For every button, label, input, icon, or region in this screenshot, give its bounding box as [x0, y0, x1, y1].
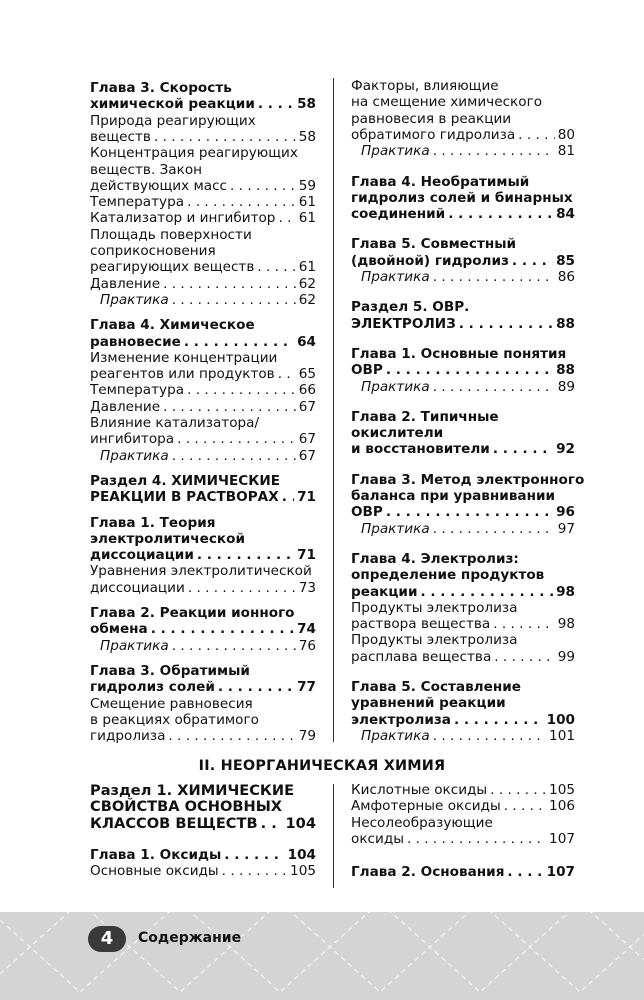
leader-dots	[420, 584, 553, 601]
toc-page-number: 98	[556, 583, 575, 600]
toc-entry	[351, 815, 575, 832]
toc-entry	[90, 292, 316, 309]
toc-entry	[351, 236, 575, 253]
toc-entry-title: гидролиза	[90, 728, 166, 745]
toc-page-number: 97	[557, 520, 575, 537]
toc-entry-title: Природа реагирующих	[90, 112, 256, 129]
toc-entry	[351, 616, 575, 633]
leader-dots	[230, 178, 296, 195]
toc-entry	[351, 379, 575, 396]
toc-entry-title: Глава 2. Основания	[351, 864, 505, 881]
toc-entry-title: определение продуктов	[351, 567, 545, 584]
toc-page-number: 79	[298, 728, 316, 745]
bottom-right-column	[351, 782, 575, 892]
toc-entry-title: равновесие	[90, 333, 181, 350]
toc-page-number: 105	[549, 782, 575, 798]
toc-entry	[90, 350, 316, 367]
leader-dots	[448, 206, 553, 223]
toc-entry-title: ЭЛЕКТРОЛИЗ	[351, 315, 456, 332]
toc-entry	[351, 488, 575, 505]
toc-entry	[90, 798, 316, 815]
leader-dots	[493, 441, 553, 458]
toc-page-number: 89	[557, 378, 575, 395]
toc-entry	[90, 431, 316, 448]
toc-entry	[351, 425, 575, 442]
toc-entry	[90, 473, 316, 490]
toc-entry-title: Глава 1. Оксиды	[90, 846, 222, 863]
toc-page-number: 104	[285, 814, 316, 832]
toc-entry-title: Практика	[361, 520, 430, 537]
toc-entry	[90, 448, 316, 465]
toc-entry-title: веществ. Закон	[90, 161, 203, 178]
toc-entry-title: обратимого гидролиза	[351, 126, 516, 143]
toc-entry	[90, 847, 316, 864]
toc-entry	[351, 831, 575, 848]
toc-entry-title: реакции	[351, 583, 418, 600]
leader-dots	[433, 379, 555, 396]
toc-page-number: 71	[297, 547, 316, 564]
leader-dots	[197, 547, 294, 564]
leader-dots	[433, 143, 555, 160]
toc-entry-title: ингибитора	[90, 431, 175, 448]
toc-entry-title: Практика	[100, 447, 169, 464]
toc-entry-title: Температура	[90, 194, 185, 211]
toc-page-number: 99	[557, 648, 575, 665]
toc-entry-title: электролиза	[351, 711, 451, 728]
toc-entry-title: диссоциации	[90, 547, 194, 564]
toc-entry-title: Глава 2. Реакции ионного	[90, 605, 295, 621]
toc-entry	[90, 531, 316, 548]
bottom-left-column	[90, 782, 316, 892]
toc-entry-title: Глава 3. Скорость	[90, 80, 232, 96]
toc-entry-title: Продукты электролиза	[351, 599, 518, 616]
toc-entry	[351, 174, 575, 191]
toc-entry	[90, 580, 316, 597]
leader-dots	[493, 616, 554, 633]
toc-entry-title: Глава 3. Метод электронного	[351, 471, 585, 488]
toc-page-number: 67	[298, 431, 316, 448]
toc-entry-title: Температура	[90, 382, 185, 399]
toc-entry-title: на смещение химического	[351, 94, 543, 111]
bottom-column-divider	[333, 784, 334, 888]
leader-dots	[172, 448, 296, 465]
leader-dots	[151, 621, 294, 638]
toc-entry-title: Смещение равновесия	[90, 695, 253, 712]
toc-entry	[90, 317, 316, 334]
page-number-badge: 4	[88, 926, 126, 952]
toc-entry-title: Глава 4. Необратимый	[351, 173, 530, 190]
toc-entry	[90, 145, 316, 162]
toc-entry-title: веществ	[90, 128, 151, 145]
toc-entry-title: Практика	[361, 727, 430, 744]
toc-entry-title: уравнений реакции	[351, 695, 506, 712]
toc-entry	[90, 621, 316, 638]
toc-entry	[90, 605, 316, 622]
toc-entry	[351, 584, 575, 601]
leader-dots	[386, 504, 553, 521]
toc-page-number: 65	[298, 366, 316, 383]
leader-dots	[490, 782, 546, 799]
leader-dots	[386, 362, 553, 379]
leader-dots	[187, 194, 296, 211]
toc-page-number: 58	[298, 128, 316, 145]
toc-entry	[90, 399, 316, 416]
leader-dots	[433, 521, 555, 538]
toc-entry-title: окислители	[351, 425, 444, 442]
toc-entry-title: Давление	[90, 275, 161, 292]
toc-entry	[351, 316, 575, 333]
toc-entry-title: Глава 4. Электролиз:	[351, 550, 519, 567]
toc-entry	[90, 663, 316, 680]
column-divider	[333, 78, 334, 742]
toc-entry	[351, 441, 575, 458]
toc-page-number: 101	[549, 727, 575, 744]
toc-entry	[90, 259, 316, 276]
toc-entry	[351, 679, 575, 696]
toc-entry-title: раствора вещества	[351, 616, 491, 633]
toc-page-number: 84	[556, 206, 575, 223]
toc-page-number: 86	[557, 269, 575, 285]
toc-entry-title: электролитической	[90, 530, 245, 547]
toc-entry	[90, 194, 316, 211]
leader-dots	[512, 253, 553, 270]
toc-page-number: 67	[298, 447, 316, 464]
toc-entry	[90, 728, 316, 745]
leader-dots	[224, 847, 284, 864]
toc-page-number: 71	[297, 489, 316, 506]
toc-entry	[90, 129, 316, 146]
toc-entry-title: Раздел 5. ОВР.	[351, 299, 470, 316]
toc-entry-title: Влияние катализатора/	[90, 415, 260, 431]
toc-entry	[90, 489, 316, 506]
toc-entry-title: Несолеобразующие	[351, 814, 493, 831]
toc-entry	[351, 567, 575, 584]
leader-dots	[172, 638, 296, 655]
toc-entry-title: химической реакции	[90, 96, 255, 113]
toc-entry-title: обмена	[90, 621, 148, 638]
toc-entry-title: Уравнения электролитической	[90, 563, 312, 580]
toc-page-number: 106	[549, 798, 575, 815]
toc-entry	[90, 366, 316, 383]
toc-entry-title: оксиды	[351, 830, 404, 847]
toc-entry	[351, 362, 575, 379]
toc-entry	[351, 798, 575, 815]
toc-entry	[351, 409, 575, 426]
toc-entry-title: Практика	[100, 291, 169, 308]
toc-entry	[351, 206, 575, 223]
leader-dots	[494, 649, 554, 666]
toc-entry-title: КЛАССОВ ВЕЩЕСТВ	[90, 814, 258, 832]
toc-entry-title: в реакциях обратимого	[90, 711, 259, 728]
toc-entry-title: действующих масс	[90, 177, 228, 194]
toc-entry	[90, 276, 316, 293]
leader-dots	[407, 831, 546, 848]
toc-entry-title: Глава 1. Теория	[90, 514, 216, 531]
toc-entry-title: Глава 5. Составление	[351, 679, 521, 695]
toc-entry	[90, 679, 316, 696]
toc-entry-title: соединений	[351, 206, 446, 223]
left-column	[90, 80, 316, 745]
toc-page-number: 77	[297, 679, 316, 696]
toc-entry	[351, 253, 575, 270]
toc-page-number: 92	[556, 441, 575, 458]
toc-entry	[351, 94, 575, 111]
toc-entry	[90, 210, 316, 227]
toc-entry	[90, 696, 316, 713]
toc-entry-title: Изменение концентрации	[90, 349, 278, 366]
toc-entry	[351, 111, 575, 128]
leader-dots	[282, 489, 294, 506]
leader-dots	[507, 864, 543, 881]
toc-entry-title: Кислотные оксиды	[351, 782, 488, 798]
toc-entry-title: реагирующих веществ	[90, 259, 255, 276]
toc-entry-title: Продукты электролиза	[351, 632, 518, 649]
toc-entry	[351, 127, 575, 144]
toc-entry	[90, 638, 316, 655]
toc-entry	[351, 649, 575, 666]
footer-band	[0, 912, 644, 1000]
right-column	[351, 78, 585, 744]
toc-entry	[90, 863, 316, 880]
leader-dots	[184, 334, 294, 351]
toc-page-number: 104	[287, 846, 316, 863]
toc-entry-title: СВОЙСТВА ОСНОВНЫХ	[90, 798, 283, 816]
toc-page-number: 62	[298, 275, 316, 292]
toc-page-number: 88	[556, 315, 575, 332]
toc-entry	[351, 782, 575, 799]
toc-entry	[90, 113, 316, 130]
toc-entry-title: расплава вещества	[351, 648, 492, 665]
toc-entry	[90, 563, 316, 580]
toc-entry	[351, 632, 575, 649]
toc-entry	[90, 415, 316, 432]
toc-entry-title: соприкосновения	[90, 243, 216, 259]
toc-entry-title: Концентрация реагирующих	[90, 145, 298, 162]
footer-label: Содержание	[138, 930, 242, 946]
leader-dots	[222, 863, 287, 880]
toc-entry	[351, 299, 575, 316]
leader-dots	[168, 728, 295, 745]
toc-entry	[90, 712, 316, 729]
toc-page-number: 88	[556, 362, 575, 379]
toc-entry	[351, 551, 575, 568]
toc-entry	[351, 143, 575, 160]
leader-dots	[504, 798, 546, 815]
leader-dots	[154, 129, 296, 146]
leader-dots	[218, 679, 294, 696]
leader-dots	[433, 728, 546, 745]
toc-entry	[351, 728, 575, 745]
toc-entry	[351, 269, 575, 286]
toc-entry-title: Площадь поверхности	[90, 226, 252, 243]
toc-entry-title: Основные оксиды	[90, 863, 219, 880]
toc-entry-title: Глава 4. Химическое	[90, 317, 255, 334]
toc-page-number: 61	[298, 194, 316, 211]
leader-dots	[163, 276, 296, 293]
leader-dots	[163, 399, 296, 416]
leader-dots	[187, 382, 296, 399]
toc-entry	[90, 243, 316, 260]
toc-page-number: 62	[298, 291, 316, 308]
toc-entry-title: гидролиз солей	[90, 679, 215, 696]
toc-entry-title: диссоциации	[90, 579, 185, 596]
leader-dots	[433, 269, 555, 286]
toc-page-number: 61	[298, 259, 316, 276]
toc-page-number: 98	[557, 616, 575, 633]
leader-dots	[257, 259, 295, 276]
toc-entry-title: Раздел 1. ХИМИЧЕСКИЕ	[90, 782, 295, 799]
toc-entry-title: (двойной) гидролиз	[351, 252, 509, 269]
leader-dots	[454, 712, 544, 729]
toc-entry	[351, 190, 575, 207]
toc-page-number: 81	[557, 143, 575, 160]
toc-page-number: 66	[298, 382, 316, 399]
toc-entry-title: и восстановители	[351, 441, 490, 458]
toc-entry-title: баланса при уравнивании	[351, 488, 556, 504]
toc-entry-title: Глава 5. Совместный	[351, 236, 517, 253]
toc-entry	[351, 346, 575, 363]
toc-entry	[351, 695, 575, 712]
leader-dots	[188, 580, 296, 597]
leader-dots	[261, 815, 283, 832]
toc-entry-title: Факторы, влияющие	[351, 78, 499, 94]
toc-entry	[90, 382, 316, 399]
toc-entry	[351, 521, 575, 538]
toc-entry-title: Глава 3. Обратимый	[90, 662, 250, 679]
toc-entry-title: Глава 1. Основные понятия	[351, 345, 567, 362]
toc-entry-title: Раздел 4. ХИМИЧЕСКИЕ	[90, 472, 281, 489]
toc-entry-title: ОВР	[351, 362, 383, 379]
toc-page-number: 58	[297, 96, 316, 113]
leader-dots	[518, 127, 555, 144]
toc-entry	[351, 712, 575, 729]
toc-page-number: 105	[290, 863, 316, 880]
toc-page-number: 76	[298, 637, 316, 654]
toc-entry	[90, 334, 316, 351]
toc-entry	[90, 162, 316, 179]
leader-dots	[258, 96, 294, 113]
toc-entry-title: ОВР	[351, 504, 383, 521]
toc-entry-title: равновесия в реакции	[351, 110, 512, 127]
toc-entry	[351, 864, 575, 881]
toc-page-number: 67	[298, 398, 316, 415]
toc-entry-title: гидролиз солей и бинарных	[351, 189, 573, 206]
toc-entry	[351, 504, 575, 521]
toc-entry	[90, 96, 316, 113]
toc-entry-title: Практика	[361, 378, 430, 395]
toc-page-number: 85	[556, 252, 575, 269]
toc-entry	[351, 78, 575, 95]
toc-entry-title: Катализатор и ингибитор	[90, 210, 276, 227]
toc-entry-title: Практика	[361, 269, 430, 285]
leader-dots	[278, 366, 296, 383]
toc-entry	[90, 815, 316, 832]
toc-page-number: 59	[298, 177, 316, 194]
toc-entry-title: Давление	[90, 398, 161, 415]
part-title: II. НЕОРГАНИЧЕСКАЯ ХИМИЯ	[198, 758, 446, 774]
leader-dots	[177, 431, 296, 448]
leader-dots	[278, 210, 295, 227]
toc-page-number: 73	[298, 579, 316, 596]
leader-dots	[459, 316, 553, 333]
toc-entry	[351, 471, 585, 489]
toc-entry	[90, 178, 316, 195]
toc-page-number: 80	[557, 126, 575, 143]
toc-page-number: 64	[297, 333, 316, 350]
toc-entry-title: реагентов или продуктов	[90, 366, 275, 383]
toc-entry	[90, 782, 316, 799]
leader-dots	[172, 292, 296, 309]
footer-pattern	[0, 912, 644, 1000]
toc-entry-title: Практика	[100, 637, 169, 654]
toc-entry-title: Глава 2. Типичные	[351, 408, 499, 425]
toc-entry	[90, 515, 316, 532]
toc-entry-title: Практика	[361, 143, 430, 160]
toc-page-number: 61	[298, 210, 316, 227]
toc-page-number: 74	[297, 621, 316, 638]
toc-page-number: 107	[546, 864, 575, 881]
toc-page-number: 96	[556, 504, 575, 521]
toc-page-number: 107	[549, 830, 575, 847]
toc-entry-title: Амфотерные оксиды	[351, 798, 501, 815]
toc-entry	[351, 600, 575, 617]
toc-entry	[90, 227, 316, 244]
toc-entry	[90, 547, 316, 564]
toc-page-number: 100	[546, 711, 575, 728]
toc-entry	[90, 80, 316, 97]
toc-entry-title: РЕАКЦИИ В РАСТВОРАХ	[90, 489, 279, 506]
